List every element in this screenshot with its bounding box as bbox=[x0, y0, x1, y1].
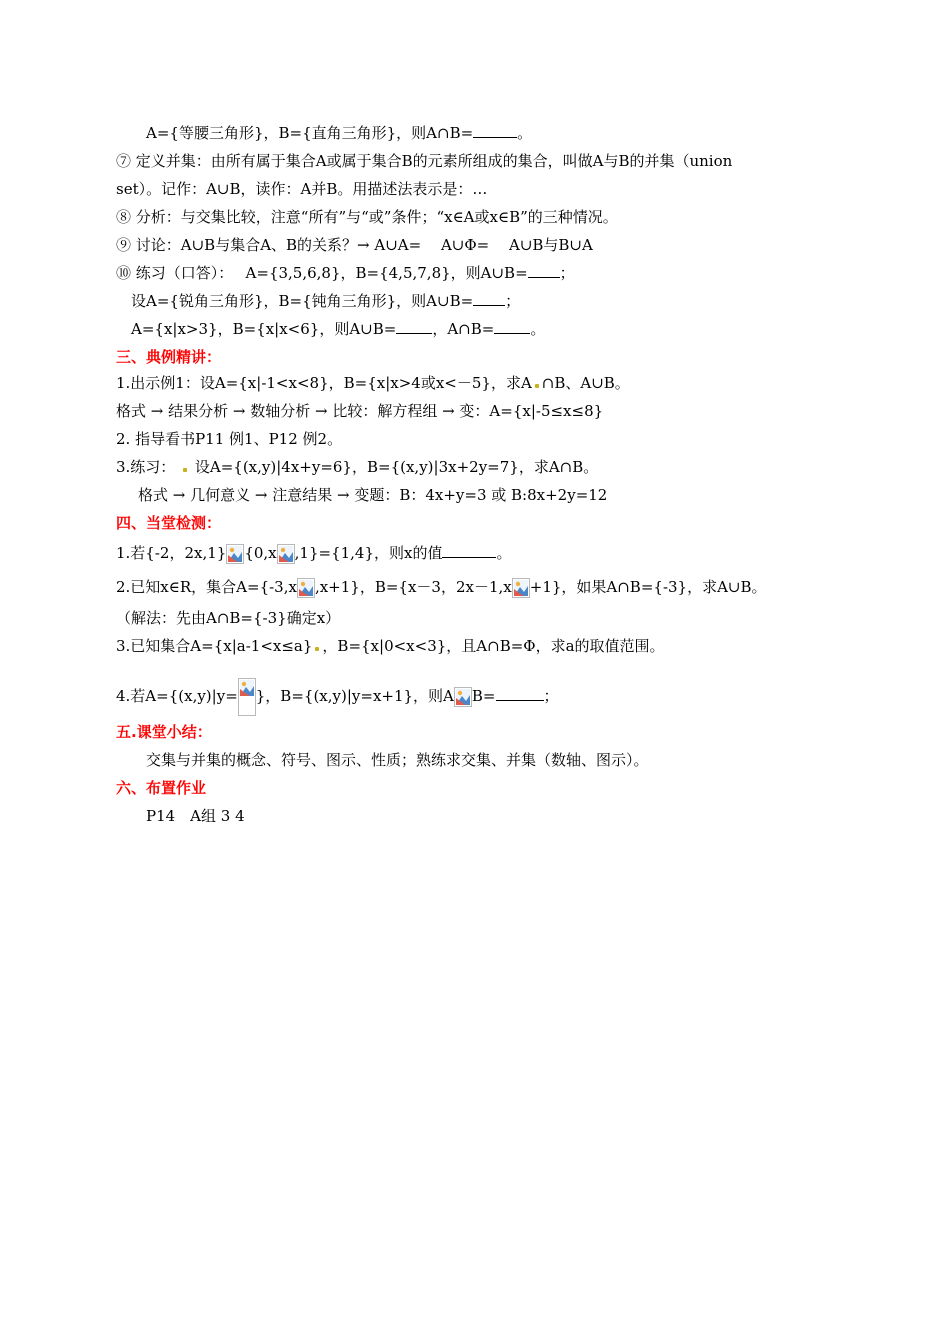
broken-image-icon bbox=[226, 544, 244, 564]
line-exercise-3: A={x|x>3}，B={x|x<6}，则A∪B= ，A∩B= 。 bbox=[131, 320, 546, 338]
line-example-format: 格式 → 结果分析 → 数轴分析 → 比较：解方程组 → 变：A={x|-5≤x≤8} bbox=[116, 402, 604, 420]
line-union-notation: set）。记作：A∪B，读作：A并B。用描述法表示是：… bbox=[116, 180, 488, 198]
section-heading-summary: 五.课堂小结： bbox=[116, 723, 212, 741]
summary-text: 交集与并集的概念、符号、图示、性质；熟练求交集、并集（数轴、图示）。 bbox=[146, 751, 649, 769]
test-4: 4.若A={(x,y)|y= }，B={(x,y)|y=x+1}，则A B= ； bbox=[116, 678, 559, 716]
line-exercise: ⑩ 练习（口答）： A={3,5,6,8}，B={4,5,7,8}，则A∪B= ； bbox=[116, 264, 575, 282]
dot-mark bbox=[315, 647, 319, 651]
line-analysis: ⑧ 分析：与交集比较，注意“所有”与“或”条件；“x∈A或x∈B”的三种情况。 bbox=[116, 208, 618, 226]
homework-text: P14 A组 3 4 bbox=[146, 807, 245, 825]
blank bbox=[396, 319, 432, 334]
broken-image-icon bbox=[512, 578, 530, 598]
line-example-1: 1.出示例1：设A={x|-1<x<8}，B={x|x>4或x<－5}，求A ∩B、A∪B。 bbox=[116, 374, 630, 392]
line-exercise-2: 设A={锐角三角形}，B={钝角三角形}，则A∪B= ； bbox=[131, 292, 521, 310]
section-heading-examples: 三、典例精讲： bbox=[116, 348, 222, 366]
dot-mark bbox=[535, 384, 539, 388]
broken-image-icon bbox=[454, 687, 472, 707]
test-3: 3.已知集合A={x|a-1<x≤a} ，B={x|0<x<3}，且A∩B=Φ，求a的取值范围。 bbox=[116, 637, 665, 655]
dot-mark bbox=[183, 468, 187, 472]
line-example-book: 2. 指导看书P11 例1、P12 例2。 bbox=[116, 430, 343, 448]
section-heading-tests: 四、当堂检测： bbox=[116, 514, 222, 532]
test-2: 2.已知x∈R，集合A={-3,x ,x+1}，B={x－3，2x－1,x +1}，如果A∩B={-3}，求A∪B。 bbox=[116, 578, 767, 596]
broken-image-icon bbox=[238, 678, 256, 716]
section-heading-homework: 六、布置作业 bbox=[116, 779, 207, 797]
blank bbox=[496, 686, 544, 701]
blank bbox=[473, 123, 517, 138]
blank bbox=[528, 263, 560, 278]
test-2-hint: （解法：先由A∩B={-3}确定x） bbox=[116, 609, 341, 627]
broken-image-icon bbox=[277, 544, 295, 564]
broken-image-icon bbox=[297, 578, 315, 598]
line-example-variant: 格式 → 几何意义 → 注意结果 → 变题：B：4x+y=3 或 B:8x+2y=12 bbox=[138, 486, 608, 504]
line-example-practice: 3.练习： 设A={(x,y)|4x+y=6}，B={(x,y)|3x+2y=7}，求A∩B。 bbox=[116, 458, 599, 476]
line-discussion: ⑨ 讨论：A∪B与集合A、B的关系？→ A∪A= A∪Φ= A∪B与B∪A bbox=[116, 236, 593, 254]
line-union-def: ⑦ 定义并集：由所有属于集合A或属于集合B的元素所组成的集合，叫做A与B的并集（union bbox=[116, 152, 733, 170]
test-1: 1.若{-2，2x,1} {0,x ,1}={1,4}，则x的值 。 bbox=[116, 544, 512, 562]
blank bbox=[442, 543, 496, 558]
line-isosceles: A={等腰三角形}，B={直角三角形}，则A∩B= 。 bbox=[146, 124, 533, 142]
blank bbox=[473, 291, 505, 306]
blank bbox=[494, 319, 530, 334]
